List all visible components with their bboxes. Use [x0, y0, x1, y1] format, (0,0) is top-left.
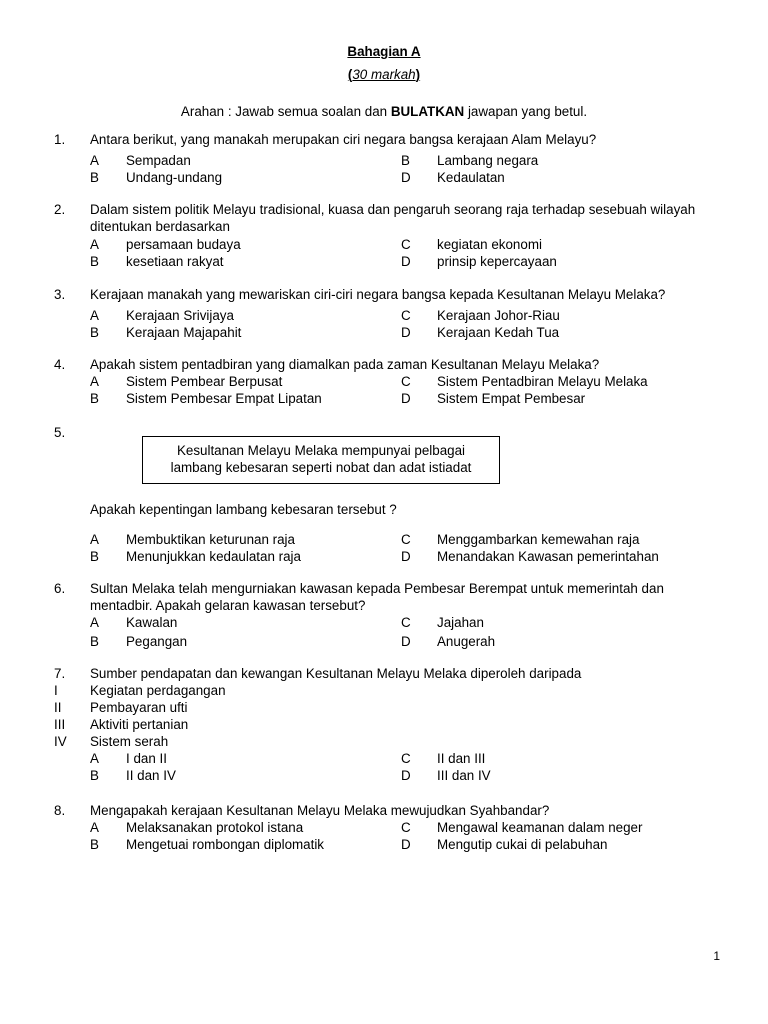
statement-item: II Pembayaran ufti — [54, 700, 188, 715]
question-7: 7. Sumber pendapatan dan kewangan Kesultanan Melayu Melaka diperoleh daripada I Kegiatan perdagangan II Pembayaran ufti III Aktiviti pertanian IV Sistem serah A I dan II C II dan III B II dan IV D III dan IV — [54, 665, 714, 784]
question-5-number: 5. — [54, 425, 66, 440]
option-row: A Membuktikan keturunan raja C Menggambarkan kemewahan raja — [90, 532, 640, 547]
question-1: 1. Antara berikut, yang manakah merupakan ciri negara bangsa kerajaan Alam Melayu? A Sempadan B Lambang negara B Undang-undang D Kedaulatan — [54, 131, 714, 186]
option-row: A persamaan budaya C kegiatan ekonomi — [90, 237, 542, 252]
option-row: B Menunjukkan kedaulatan raja D Menandakan Kawasan pemerintahan — [90, 549, 659, 564]
section-marks: (30 markah) — [347, 67, 421, 82]
question-5: Apakah kepentingan lambang kebesaran tersebut ? A Membuktikan keturunan raja C Menggambarkan kemewahan raja B Menunjukkan kedaulatan raja D Menandakan Kawasan pemerintahan — [54, 501, 714, 565]
option-row: A I dan II C II dan III — [90, 751, 486, 766]
option-row: B kesetiaan rakyat D prinsip kepercayaan — [90, 254, 557, 269]
option-row: A Melaksanakan protokol istana C Mengawal keamanan dalam neger — [90, 820, 643, 835]
statement-item: I Kegiatan perdagangan — [54, 683, 226, 698]
statement-item: IV Sistem serah — [54, 734, 169, 749]
option-row: A Kerajaan Srivijaya C Kerajaan Johor-Riau — [90, 308, 560, 323]
option-row: B Pegangan D Anugerah — [90, 634, 496, 649]
option-row: B Sistem Pembesar Empat Lipatan D Sistem Empat Pembesar — [90, 391, 586, 406]
section-title: Bahagian A — [347, 44, 421, 59]
option-row: B Kerajaan Majapahit D Kerajaan Kedah Tua — [90, 325, 560, 340]
option-row: A Sempadan B Lambang negara — [90, 153, 539, 168]
question-8: 8. Mengapakah kerajaan Kesultanan Melayu Melaka mewujudkan Syahbandar? A Melaksanakan protokol istana C Mengawal keamanan dalam neger B Mengetuai rombongan diplomatik D Mengutip cukai di pelabuhan — [54, 802, 714, 853]
question-4: 4. Apakah sistem pentadbiran yang diamalkan pada zaman Kesultanan Melayu Melaka? A Sistem Pembear Berpusat C Sistem Pentadbiran Melayu Melaka B Sistem Pembesar Empat Lipatan D Sistem Empat Pembesar — [54, 356, 714, 407]
option-row: A Kawalan C Jajahan — [90, 615, 484, 630]
instructions: Arahan : Jawab semua soalan dan BULATKAN jawapan yang betul. — [180, 104, 588, 119]
question-6: 6. Sultan Melaka telah mengurniakan kawasan kepada Pembesar Berempat untuk memerintah dan mentadbir. Apakah gelaran kawasan tersebut? A Kawalan C Jajahan B Pegangan D Anugerah — [54, 580, 714, 650]
question-2: 2. Dalam sistem politik Melayu tradisional, kuasa dan pengaruh seorang raja terhadap sesebuah wilayah ditentukan berdasarkan A persamaan budaya C kegiatan ekonomi B kesetiaan rakyat D prinsip kepercayaan — [54, 201, 714, 270]
statement-item: III Aktiviti pertanian — [54, 717, 189, 732]
page-number: 1 — [713, 949, 720, 963]
stimulus-box: Kesultanan Melayu Melaka mempunyai pelbagai lambang kebesaran seperti nobat dan adat istiadat — [142, 436, 500, 484]
option-row: B II dan IV D III dan IV — [90, 768, 491, 783]
option-row: A Sistem Pembear Berpusat C Sistem Pentadbiran Melayu Melaka — [90, 374, 648, 389]
marks-value: 30 markah — [352, 67, 416, 82]
question-3: 3. Kerajaan manakah yang mewariskan ciri-ciri negara bangsa kepada Kesultanan Melayu Melaka? A Kerajaan Srivijaya C Kerajaan Johor-Riau B Kerajaan Majapahit D Kerajaan Kedah Tua — [54, 286, 714, 341]
option-row: B Mengetuai rombongan diplomatik D Mengutip cukai di pelabuhan — [90, 837, 608, 852]
option-row: B Undang-undang D Kedaulatan — [90, 170, 505, 185]
